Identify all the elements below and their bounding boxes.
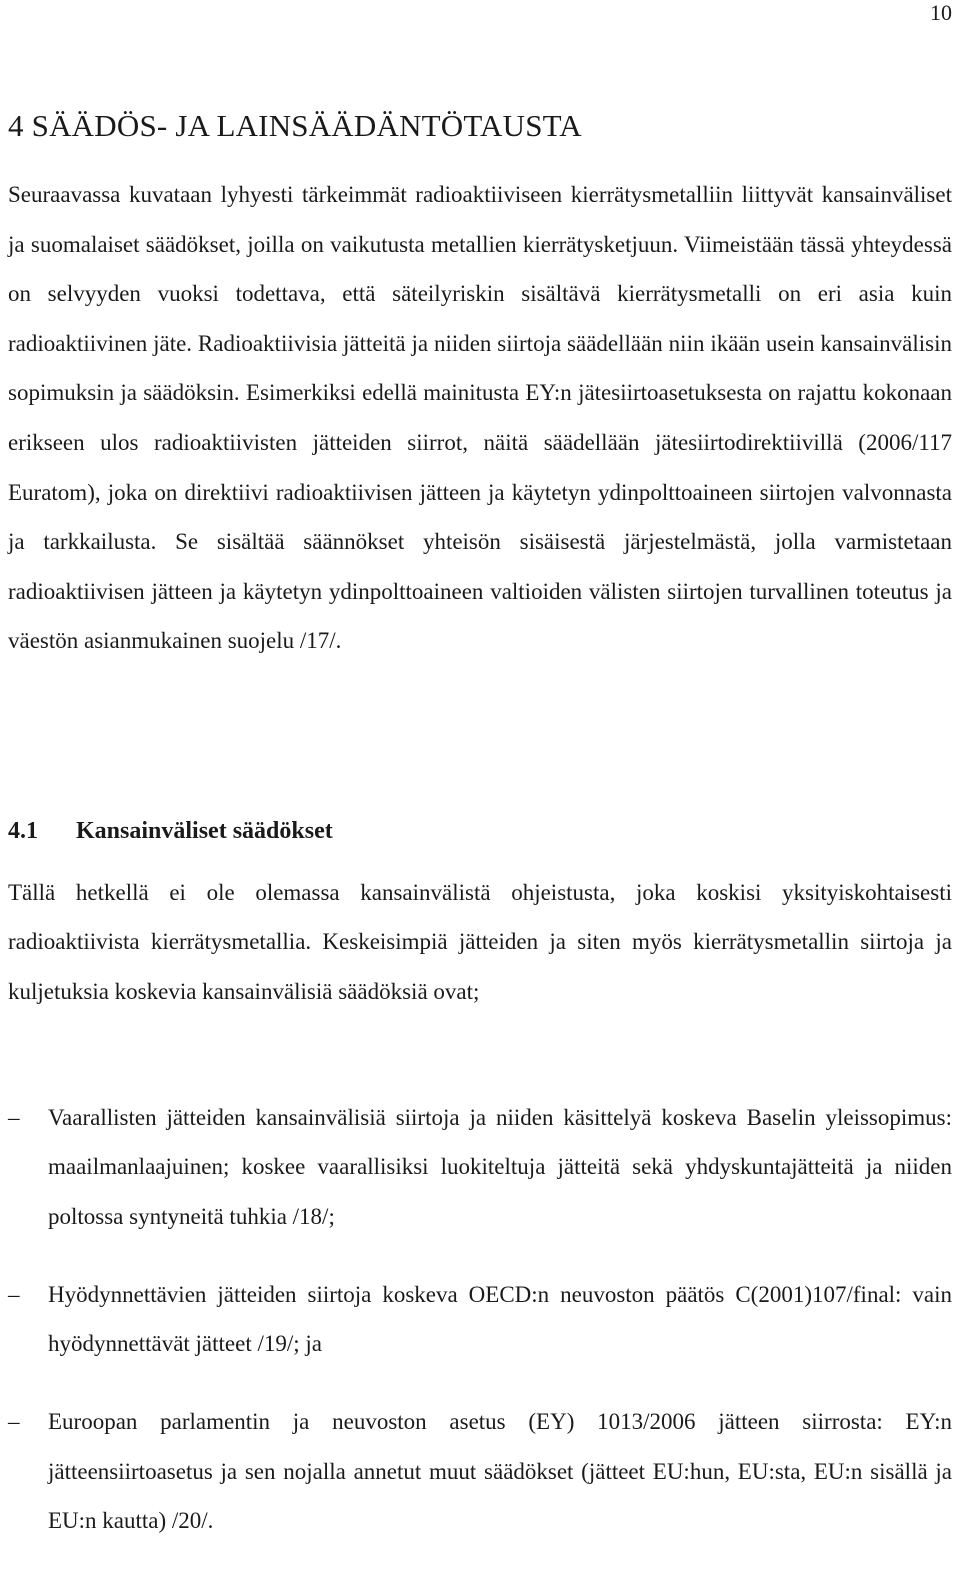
section-heading: 4 SÄÄDÖS- JA LAINSÄÄDÄNTÖTAUSTA [8,108,582,143]
list-item-text: Vaarallisten jätteiden kansainvälisiä siirtoja ja niiden käsittelyä koskeva Baselin yleissopimus: maailmanlaajuinen; koskee vaarallisiksi luokiteltuja jätteitä sekä yhdyskuntajätteitä ja niiden poltossa syntyneitä tuhkia /18/; [48,1105,952,1229]
list-item [8,1270,952,1369]
subsection-heading [8,812,333,850]
page-number: 10 [930,0,952,25]
regulation-list [8,1093,952,1574]
dash-bullet: – [8,1409,20,1435]
subsection-intro-paragraph: Tällä hetkellä ei ole olemassa kansainvälistä ohjeistusta, joka koskisi yksityiskohtaisesti radioaktiivista kierrätysmetallia. Keskeisimpiä jätteiden ja siten myös kierrätysmetallin siirtoja ja kuljetuksia koskevia kansainvälisiä säädöksiä ovat; [8,880,952,1004]
dash-bullet: – [8,1281,20,1307]
dash-bullet: – [8,1105,20,1130]
list-item [8,1397,952,1545]
list-item [8,1093,952,1241]
subsection-title: Kansainväliset säädökset [76,818,333,844]
section-intro-paragraph: Seuraavassa kuvataan lyhyesti tärkeimmät radioaktiiviseen kierrätysmetalliin liittyvät kansainväliset ja suomalaiset säädökset, joilla on vaikutusta metallien kierrätysketjuun. Viimeistään tässä yhteydessä on selvyyden vuoksi todettava, että säteilyriskin sisältävä kierrätysmetalli on eri asia kuin radioaktiivinen jäte. Radioaktiivisia jätteitä ja niiden siirtoja säädellään niin ikään usein kansainvälisin sopimuksin ja säädöksin. Esimerkiksi edellä mainitusta EY:n jätesiirtoasetuksesta on rajattu kokonaan erikseen ulos radioaktiivisten jätteiden siirrot, näitä säädellään jätesiirtodirektiivillä (2006/117 Euratom), joka on direktiivi radioaktiivisen jätteen ja käytetyn ydinpolttoaineen siirtojen valvonnasta ja tarkkailusta. Se sisältää säännökset yhteisön sisäisestä järjestelmästä, jolla varmistetaan radioaktiivisen jätteen ja käytetyn ydinpolttoaineen valtioiden välisten siirtojen turvallinen toteutus ja väestön asianmukainen suojelu /17/. [8,182,952,654]
subsection-number: 4.1 [8,818,38,844]
list-item-text: Hyödynnettävien jätteiden siirtoja koskeva OECD:n neuvoston päätös C(2001)107/final: vain hyödynnettävät jätteet /19/; ja [48,1281,952,1357]
list-item-text: Euroopan parlamentin ja neuvoston asetus (EY) 1013/2006 jätteen siirrosta: EY:n jätteensiirtoasetus ja sen nojalla annetut muut säädökset (jätteet EU:hun, EU:sta, EU:n sisällä ja EU:n kautta) /20/. [48,1409,952,1534]
